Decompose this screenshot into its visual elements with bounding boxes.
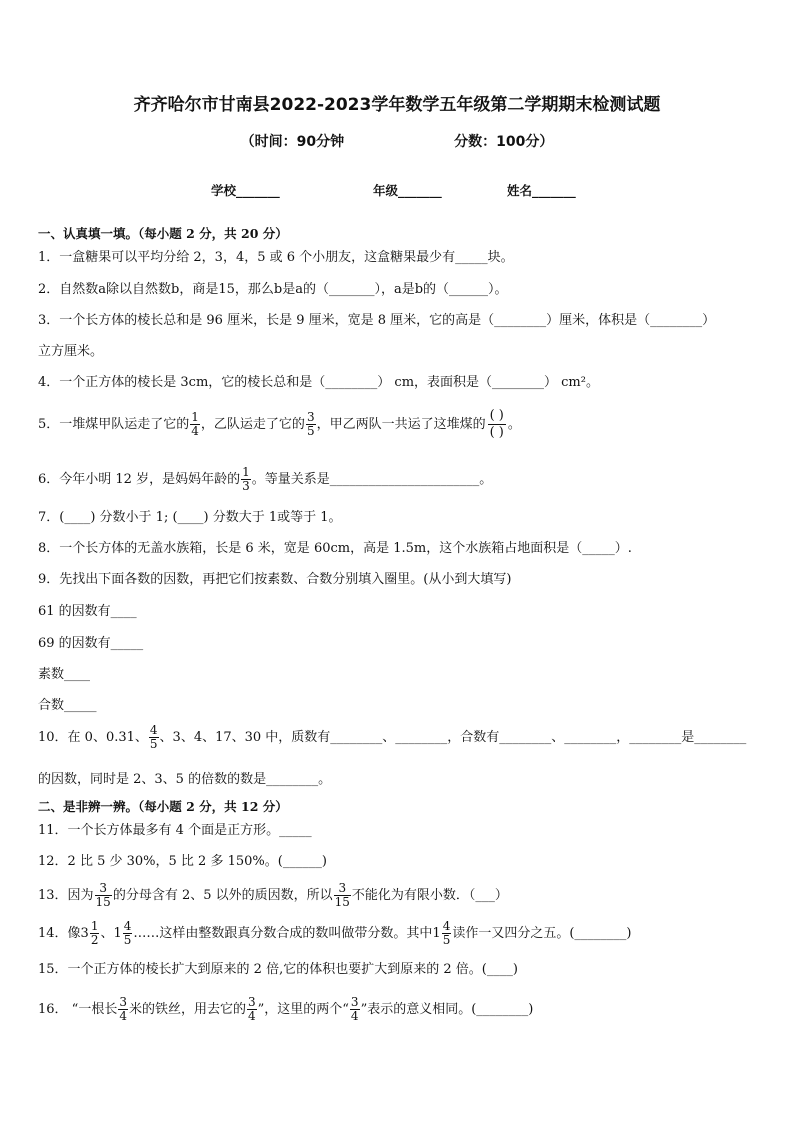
exam-info [0,131,794,151]
question-10-cont: 的因数，同时是 2、3、5 的倍数的数是________。 [38,772,332,787]
question-6 [38,466,492,493]
numerator: 3 [350,995,359,1009]
question-16 [38,996,533,1023]
fraction [118,996,128,1023]
section-heading-fill: 一、认真填一填。（每小题 2 分，共 20 分） [38,226,288,241]
fraction [306,411,316,438]
whole-part: 3 [80,926,89,941]
denominator: 5 [123,933,132,947]
q16-text-1: 16． “一根长 [38,1002,118,1017]
q10-text-1: 10．在 0、0.31、 [38,730,148,745]
question-7: 7．(____) 分数小于 1; (____) 分数大于 1或等于 1。 [38,510,342,525]
denominator: 5 [442,933,451,947]
whole-part: 1 [432,926,441,941]
numerator: 3 [119,995,127,1009]
q5-text-3: ，甲乙两队一共运了这堆煤的 [316,417,486,432]
numerator: 3 [334,882,351,896]
question-9c: 素数____ [38,667,91,682]
q5-text-4: 。 [507,417,521,432]
answer-fraction-blank[interactable] [488,408,506,441]
denominator: 15 [334,895,350,909]
denominator: 5 [149,737,158,751]
q10-text-2: 、3、4、17、30 中，质数有________、________，合数有________、________，________是________ [159,730,747,745]
question-9b: 69 的因数有_____ [38,636,144,651]
q5-text-2: ，乙队运走了它的 [200,417,305,432]
section-heading-judge: 二、是非辨一辨。（每小题 2 分，共 12 分） [38,799,288,814]
denominator: 4 [191,424,199,438]
question-9a: 61 的因数有____ [38,604,137,619]
denominator: 15 [95,895,111,909]
name-field[interactable]: 姓名_______ [507,183,576,198]
q13-text-3: 不能化为有限小数．（___） [351,888,508,903]
q16-text-2: 米的铁丝，用去它的 [128,1002,246,1017]
numerator: 1 [242,465,250,479]
q6-text-2: 。等量关系是_______________________。 [251,472,493,487]
q14-text-4: 读作一又四分之五。(________) [452,926,632,941]
q14-text-1: 14．像 [38,926,81,941]
denominator: 4 [350,1009,359,1023]
denominator: 3 [242,479,250,493]
fraction [149,724,159,751]
denominator: 4 [247,1009,256,1023]
numerator: 1 [191,410,199,424]
grade-field[interactable]: 年级_______ [373,183,442,198]
question-1: 1．一盒糖果可以平均分给 2，3，4，5 或 6 个小朋友，这盒糖果最少有_____块。 [38,250,514,265]
time-label: （时间：90分钟 [240,134,345,150]
page-title: 齐齐哈尔市甘南县2022-2023学年数学五年级第二学期期末检测试题 [133,95,661,115]
numerator: 3 [95,882,112,896]
q16-text-4: ”表示的意义相同。(________) [360,1002,534,1017]
numerator-blank[interactable]: ( ) [489,408,504,423]
question-3-cont: 立方厘米。 [38,344,104,359]
q5-text-1: 5．一堆煤甲队运走了它的 [38,417,190,432]
question-13 [38,882,508,909]
numerator: 3 [306,410,315,424]
fraction [90,920,100,947]
mixed-number [432,920,452,947]
question-9: 9．先找出下面各数的因数，再把它们按素数、合数分别填入圈里。(从小到大填写) [38,572,512,587]
question-8: 8．一个长方体的无盖水族箱，长是 6 米，宽是 60cm，高是 1.5m，这个水族箱占地面积是（_____）. [38,541,632,556]
denominator: 4 [119,1009,127,1023]
denominator: 2 [90,933,99,947]
q16-text-3: ”，这里的两个“ [257,1002,349,1017]
school-field[interactable]: 学校_______ [211,183,280,198]
question-9d: 合数_____ [38,698,97,713]
question-4: 4．一个正方体的棱长是 3cm，它的棱长总和是（________） cm，表面积是（________） cm²。 [38,375,599,390]
q14-text-3: ……这样由整数跟真分数合成的数叫做带分数。其中 [133,926,433,941]
fraction [334,882,351,909]
numerator: 4 [442,919,451,933]
numerator: 1 [90,919,99,933]
numerator: 4 [123,919,132,933]
numerator: 4 [149,723,158,737]
fraction [350,996,360,1023]
numerator: 3 [247,995,256,1009]
q13-text-1: 13．因为 [38,888,94,903]
fraction [95,882,112,909]
score-label: 分数：100分） [454,134,554,150]
question-10 [38,724,746,751]
question-2: 2．自然数a除以自然数b，商是15，那么b是a的（_______），a是b的（______）。 [38,282,508,297]
question-11: 11．一个长方体最多有 4 个面是正方形。_____ [38,823,312,838]
fraction [123,920,133,947]
fraction [247,996,257,1023]
q6-text-1: 6．今年小明 12 岁，是妈妈年龄的 [38,472,241,487]
whole-part: 1 [113,926,122,941]
mixed-number [81,920,101,947]
q14-text-2: 、 [100,926,114,941]
question-12: 12．2 比 5 少 30%，5 比 2 多 150%。(______) [38,854,327,869]
question-15: 15．一个正方体的棱长扩大到原来的 2 倍,它的体积也要扩大到原来的 2 倍。(____) [38,962,518,977]
q13-text-2: 的分母含有 2、5 以外的质因数，所以 [112,888,333,903]
fraction [241,466,251,493]
question-14 [38,920,632,947]
denominator-blank[interactable]: ( ) [489,425,504,440]
mixed-number [113,920,133,947]
question-5 [38,408,521,441]
denominator: 5 [306,424,315,438]
question-3: 3．一个长方体的棱长总和是 96 厘米，长是 9 厘米，宽是 8 厘米，它的高是（________）厘米，体积是（________） [38,313,716,328]
fraction [190,411,200,438]
fraction [442,920,452,947]
